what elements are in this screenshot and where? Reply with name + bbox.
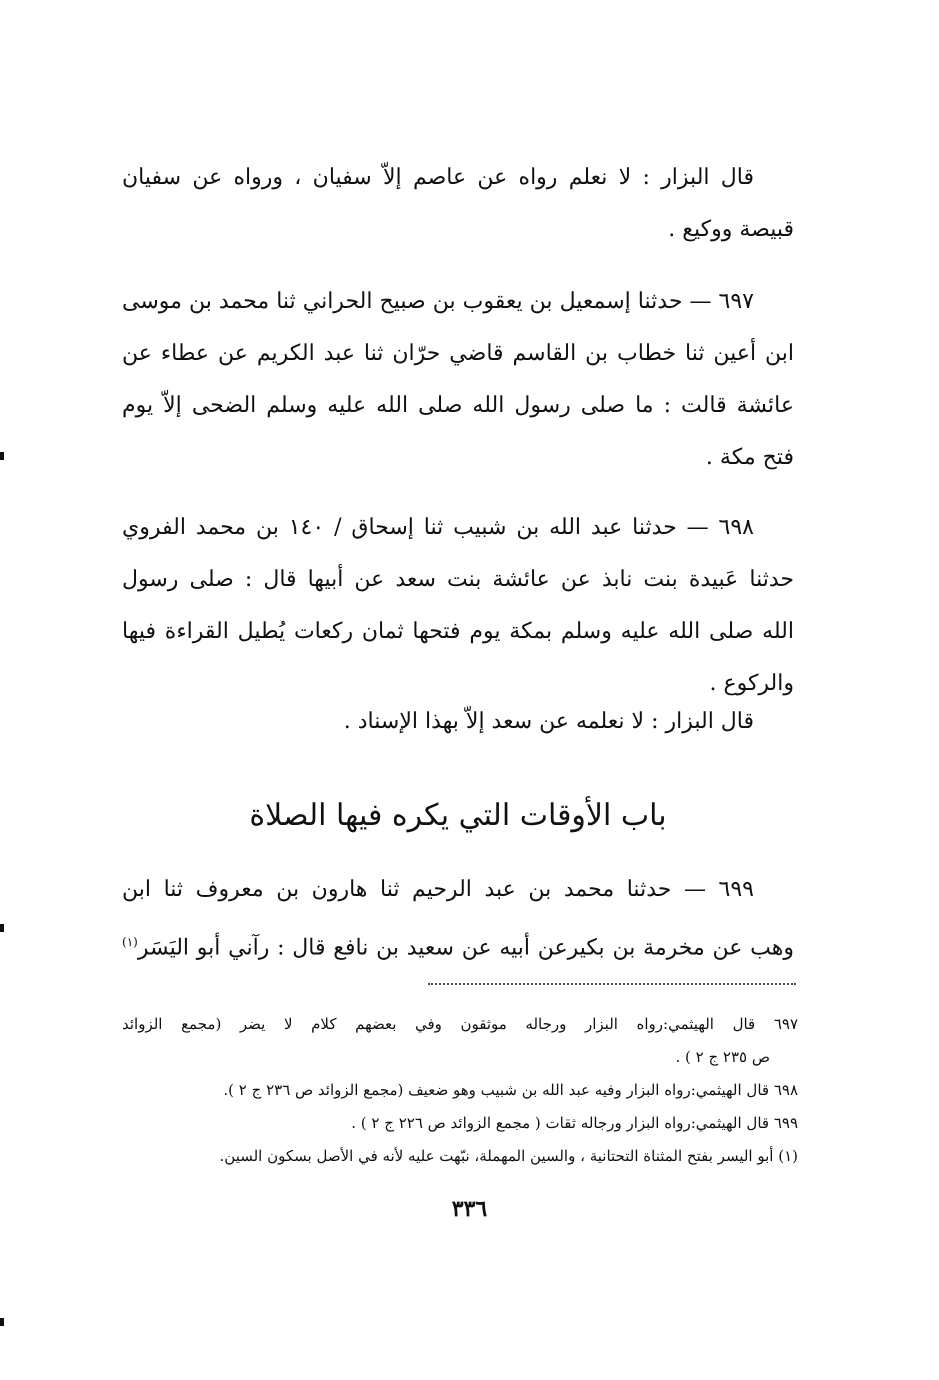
text-line: ٦٩٩ — حدثنا محمد بن عبد الرحيم ثنا هارون بن معروف ثنا ابن <box>122 877 754 902</box>
text-line: فتح مكة . <box>705 445 794 470</box>
footnote-699: ٦٩٩ قال الهيثمي:رواه البزار ورجاله ثقات ( مجمع الزوائد ص ٢٢٦ ج ٢ ) . <box>351 1114 798 1132</box>
chapter-heading: باب الأوقات التي يكره فيها الصلاة <box>249 798 667 833</box>
paragraph-hadith-699 <box>122 864 794 968</box>
paragraph-hadith-697 <box>122 276 794 484</box>
text-line <box>122 916 794 968</box>
scan-edge-mark <box>0 924 4 932</box>
text-line: عائشة قالت : ما صلى رسول الله صلى الله عليه وسلم الضحى إلاّ يوم <box>122 393 794 418</box>
footnote-698: ٦٩٨ قال الهيثمي:رواه البزار وفيه عبد الله بن شبيب وهو ضعيف (مجمع الزوائد ص ٢٣٦ ج ٢ ). <box>223 1081 798 1099</box>
page-number: ٣٣٦ <box>451 1196 488 1222</box>
text-line: قال البزار : لا نعلم رواه عن عاصم إلاّ سفيان ، ورواه عن سفيان <box>122 165 754 190</box>
footnote-separator <box>428 983 796 985</box>
text-line: قال البزار : لا نعلمه عن سعد إلاّ بهذا الإسناد . <box>343 709 754 734</box>
text-line: ٦٩٨ — حدثنا عبد الله بن شبيب ثنا إسحاق / ١٤٠ بن محمد الفروي <box>122 515 754 540</box>
scan-edge-mark <box>0 452 4 460</box>
text-line: قبيصة ووكيع . <box>668 217 794 242</box>
paragraph-bazzar-note-1 <box>122 152 794 256</box>
scan-edge-mark <box>0 1318 4 1326</box>
footnote-697-continued: ص ٢٣٥ ج ٢ ) . <box>675 1048 770 1066</box>
paragraph-bazzar-note-2 <box>122 696 794 748</box>
text-line: ٦٩٧ — حدثنا إسمعيل بن يعقوب بن صبيح الحراني ثنا محمد بن موسى <box>122 289 754 314</box>
footnote-marker: (١) <box>122 935 138 949</box>
text-line: حدثنا عَبيدة بنت نابذ عن عائشة بنت سعد عن أبيها قال : صلى رسول <box>122 567 794 592</box>
text-line: الله صلى الله عليه وسلم بمكة يوم فتحها ثمان ركعات يُطيل القراءة فيها <box>122 619 794 644</box>
text-line: والركوع . <box>709 671 794 696</box>
footnotes <box>122 1008 798 1173</box>
footnote-697: ٦٩٧ قال الهيثمي:رواه البزار ورجاله موثقون وفي بعضهم كلام لا يضر (مجمع الزوائد <box>122 1015 798 1033</box>
text-line-content: وهب عن مخرمة بن بكيرعن أبيه عن سعيد بن نافع قال : رآني أبو اليَسَر <box>137 935 794 961</box>
footnote-1: (١) أبو اليسر بفتح المثناة التحتانية ، والسين المهملة، نبّهت عليه لأنه في الأصل بسكون السين. <box>219 1147 798 1165</box>
paragraph-hadith-698 <box>122 502 794 710</box>
text-line: ابن أعين ثنا خطاب بن القاسم قاضي حرّان ثنا عبد الكريم عن عطاء عن <box>122 341 794 366</box>
